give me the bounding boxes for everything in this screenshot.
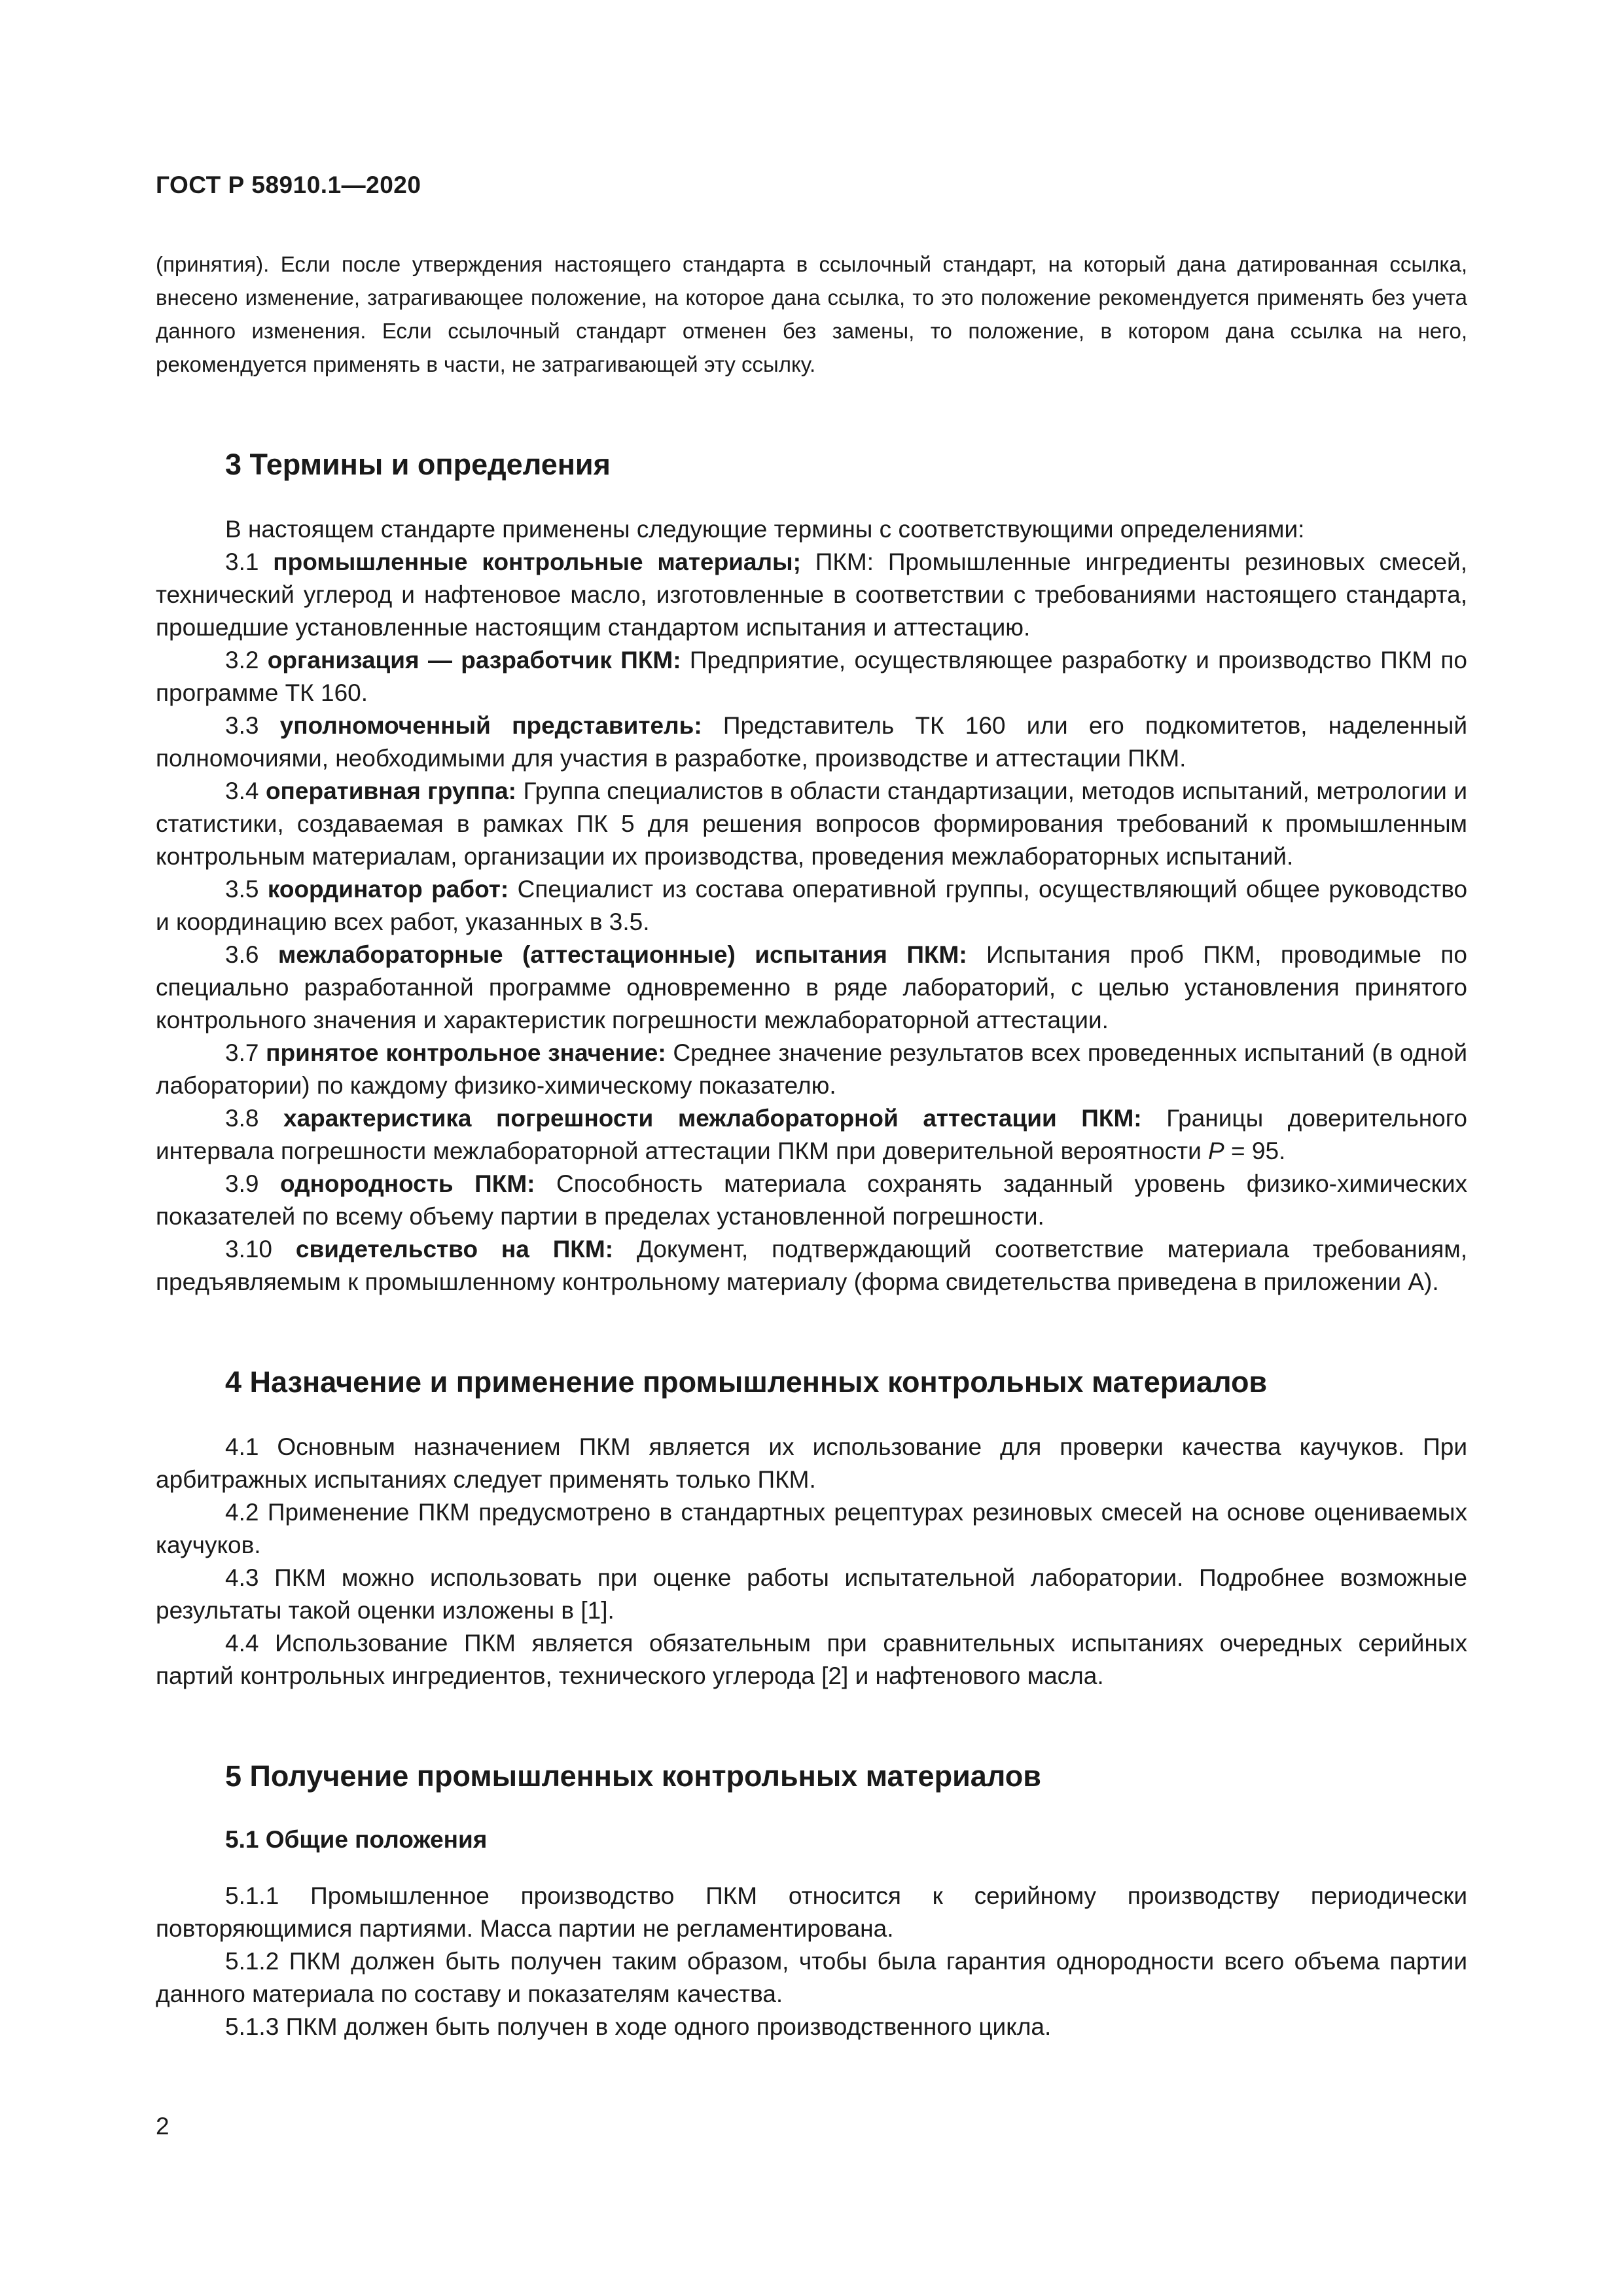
term-name: характеристика погрешности межлабораторной аттестации ПКМ: [283,1105,1142,1132]
term-name: межлабораторные (аттестационные) испытания ПКМ: [277,941,967,968]
section-3-lead: В настоящем стандарте применены следующие термины с соответствующими определениями: [225,516,1305,543]
term-3-6 [156,939,1467,1037]
intro-block [156,247,1467,381]
clause-4-4: 4.4 Использование ПКМ является обязательным при сравнительных испытаниях очередных серийных партий контрольных ингредиентов, технического углерода [2] и нафтенового масла. [156,1630,1467,1689]
term-number: 3.7 [225,1039,266,1066]
section-4-title: 4 Назначение и применение промышленных контрольных материалов [225,1365,1268,1399]
intro-paragraph: (принятия). Если после утверждения настоящего стандарта в ссылочный стандарт, на который дана датированная ссылка, внесено изменение, затрагивающее положение, на которое дана ссылка, то это положение рекомендуется применять без учета данного изменения. Если ссылочный стандарт отменен без замены, то положение, в котором дана ссылка на него, рекомендуется применять в части, не затрагивающей эту ссылку. [156,252,1467,376]
term-number: 3.5 [225,876,268,903]
term-name: однородность ПКМ: [279,1170,535,1197]
term-definition: Группа специалистов в области стандартизации, методов испытаний, метрологии и статистики, создаваемая в рамках ПК 5 для решения вопросов формирования требований к промышленным контрольным материалам, организации их производства, проведения межлабораторных испытаний. [156,778,1467,870]
term-3-9 [156,1168,1467,1233]
term-definition: ПКМ: Промышленные ингредиенты резиновых смесей, технический углерод и нафтеновое масло, изготовленные в соответствии с требованиями настоящего стандарта, прошедшие установленные настоящим стандартом испытания и аттестацию. [156,548,1467,641]
section-5-title: 5 Получение промышленных контрольных материалов [225,1759,1041,1793]
clause-4-3: 4.3 ПКМ можно использовать при оценке работы испытательной лаборатории. Подробнее возможные результаты такой оценки изложены в [1]. [156,1564,1467,1624]
clause-4-2: 4.2 Применение ПКМ предусмотрено в стандартных рецептурах резиновых смесей на основе оцениваемых каучуков. [156,1499,1467,1558]
term-3-8 [156,1102,1467,1168]
term-definition: Предприятие, осуществляющее разработку и производство ПКМ по программе ТК 160. [156,647,1468,706]
term-number: 3.4 [225,778,266,804]
term-name: организация — разработчик ПКМ: [267,647,681,673]
term-name: промышленные контрольные материалы; [273,548,801,575]
term-number: 3.8 [225,1105,283,1132]
clause-5-1-1: 5.1.1 Промышленное производство ПКМ относится к серийному производству периодически повторяющимися партиями. Масса партии не регламентирована. [156,1882,1467,1942]
term-number: 3.6 [225,941,278,968]
document-header-code: ГОСТ Р 58910.1—2020 [156,171,421,198]
term-3-10 [156,1233,1467,1299]
term-number: 3.10 [225,1236,296,1263]
term-definition: Границы доверительного интервала погрешности межлабораторной аттестации ПКМ при доверительной вероятности [156,1105,1468,1164]
term-definition: Специалист из состава оперативной группы, осуществляющий общее руководство и координацию всех работ, указанных в 3.5. [156,876,1468,935]
term-name: оперативная группа: [265,778,516,804]
section-3-title: 3 Термины и определения [225,448,611,481]
section-3-body [156,513,1467,1299]
term-definition: Способность материала сохранять заданный уровень физико-химических показателей по всему объему партии в пределах установленной погрешности. [156,1170,1467,1230]
term-3-4 [156,775,1467,873]
term-name: координатор работ: [267,876,509,903]
section-4-body [156,1431,1467,1693]
term-name: свидетельство на ПКМ: [295,1236,614,1263]
term-definition: Документ, подтверждающий соответствие материала требованиям, предъявляемым к промышленному контрольному материалу (форма свидетельства приведена в приложении А). [156,1236,1467,1295]
clause-5-1-2: 5.1.2 ПКМ должен быть получен таким образом, чтобы была гарантия однородности всего объема партии данного материала по составу и показателям качества. [156,1948,1467,2007]
clause-5-1-3: 5.1.3 ПКМ должен быть получен в ходе одного производственного цикла. [225,2013,1052,2040]
term-definition: Представитель ТК 160 или его подкомитетов, наделенный полномочиями, необходимыми для участия в разработке, производстве и аттестации ПКМ. [156,712,1467,772]
term-3-3 [156,709,1467,775]
term-3-1 [156,546,1467,644]
section-5-body [156,1880,1467,2043]
term-number: 3.9 [225,1170,280,1197]
clause-4-1: 4.1 Основным назначением ПКМ является их использование для проверки качества каучуков. При арбитражных испытаниях следует применять только ПКМ. [156,1433,1467,1493]
variable-p: P [1208,1138,1224,1164]
term-3-2 [156,644,1467,709]
page-number: 2 [156,2113,169,2140]
term-name: уполномоченный представитель: [279,712,702,739]
term-definition: Испытания проб ПКМ, проводимые по специально разработанной программе одновременно в ряде лабораторий, с целью установления принятого контрольного значения и характеристик погрешности межлабораторной аттестации. [156,941,1467,1033]
page-content [156,247,1467,2043]
term-number: 3.3 [225,712,280,739]
term-3-7 [156,1037,1467,1102]
term-number: 3.1 [225,548,274,575]
term-number: 3.2 [225,647,268,673]
term-3-5 [156,873,1467,939]
term-definition: Среднее значение результатов всех проведенных испытаний (в одной лаборатории) по каждому физико-химическому показателю. [156,1039,1468,1099]
subsection-5-1-title: 5.1 Общие положения [225,1826,488,1853]
term-name: принятое контрольное значение: [266,1039,666,1066]
term-definition-end: = 95. [1224,1138,1286,1164]
